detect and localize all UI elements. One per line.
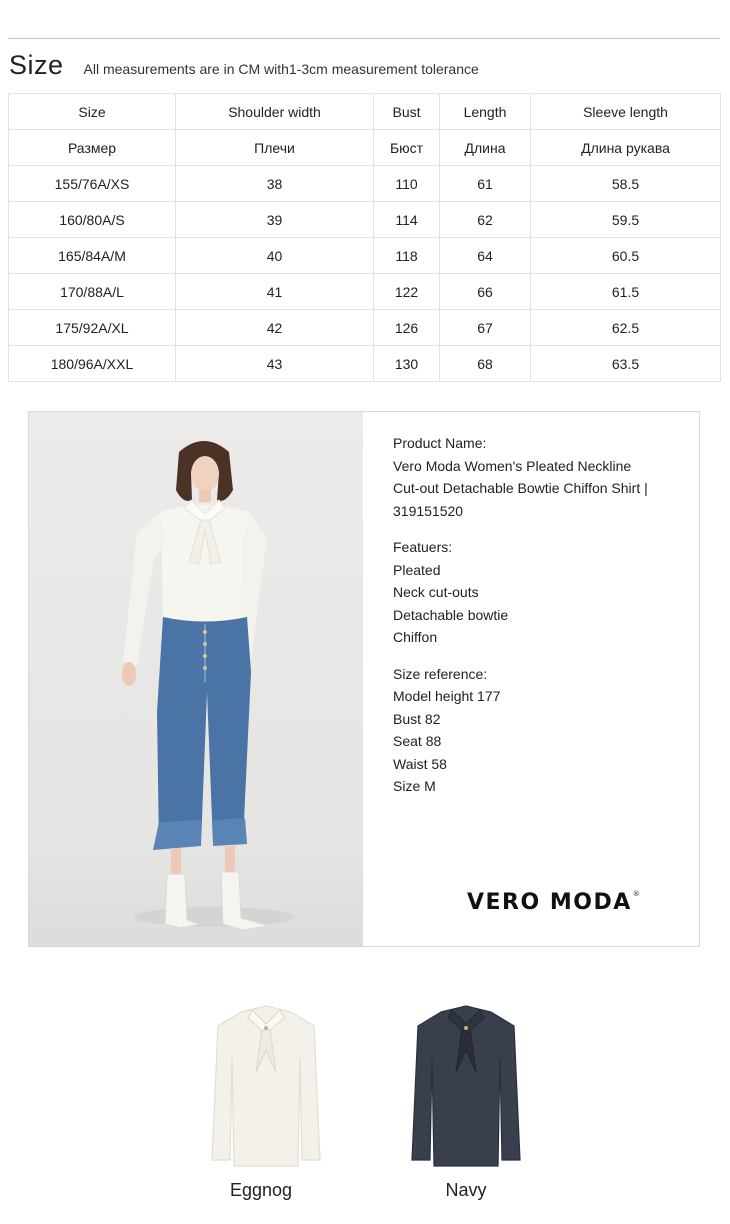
- table-cell: 43: [176, 346, 374, 382]
- table-cell: 41: [176, 274, 374, 310]
- table-row: [9, 238, 721, 274]
- table-row: [9, 166, 721, 202]
- color-swatch-eggnog[interactable]: [196, 1000, 336, 1175]
- features-label: Featuers:: [393, 539, 453, 555]
- table-cell: 130: [374, 346, 440, 382]
- table-cell: 66: [440, 274, 531, 310]
- table-cell: 170/88A/L: [9, 274, 176, 310]
- size-reference-item: Model height 177: [393, 688, 501, 704]
- table-cell: 67: [440, 310, 531, 346]
- product-details: [393, 432, 693, 812]
- table-cell: 155/76A/XS: [9, 166, 176, 202]
- model-photo: [29, 412, 363, 946]
- feature-item: Detachable bowtie: [393, 606, 509, 623]
- table-cell: 126: [374, 310, 440, 346]
- header-cell-ru: Плечи: [176, 130, 374, 166]
- size-reference-item: Bust 82: [393, 710, 441, 727]
- table-cell: 58.5: [531, 166, 721, 202]
- table-cell: 118: [374, 238, 440, 274]
- header-cell-ru: Размер: [9, 130, 176, 166]
- header-cell: Bust: [374, 94, 440, 130]
- product-name-line: Vero Moda Women's Pleated Neckline: [393, 457, 632, 474]
- table-cell: 165/84A/M: [9, 238, 176, 274]
- table-cell: 160/80A/S: [9, 202, 176, 238]
- size-reference-item: Waist 58: [393, 755, 447, 772]
- table-cell: 114: [374, 202, 440, 238]
- table-cell: 38: [176, 166, 374, 202]
- table-cell: 68: [440, 346, 531, 382]
- table-header-row-ru: [9, 130, 721, 166]
- product-name-block: [393, 432, 693, 522]
- color-swatch-navy[interactable]: [396, 1000, 536, 1175]
- table-cell: 39: [176, 202, 374, 238]
- table-row: [9, 202, 721, 238]
- table-row: [9, 274, 721, 310]
- product-name-line: Cut-out Detachable Bowtie Chiffon Shirt |: [393, 480, 648, 496]
- table-cell: 180/96A/XXL: [9, 346, 176, 382]
- table-cell: 61: [440, 166, 531, 202]
- table-cell: 63.5: [531, 346, 721, 382]
- table-cell: 62.5: [531, 310, 721, 346]
- size-header: [9, 50, 479, 86]
- table-header-row: [9, 94, 721, 130]
- table-cell: 122: [374, 274, 440, 310]
- header-cell: Shoulder width: [176, 94, 374, 130]
- table-cell: 40: [176, 238, 374, 274]
- size-reference-item: Size M: [393, 778, 436, 794]
- table-cell: 61.5: [531, 274, 721, 310]
- size-reference-block: [393, 663, 693, 798]
- color-label-navy: Navy: [445, 1180, 487, 1200]
- features-block: [393, 536, 693, 649]
- table-row: [9, 346, 721, 382]
- feature-item: Pleated: [393, 561, 441, 578]
- table-cell: 175/92A/XL: [9, 310, 176, 346]
- feature-item: Chiffon: [393, 629, 438, 645]
- brand-logo: VERO MODA®: [467, 890, 642, 915]
- model-illustration: [29, 412, 363, 946]
- header-cell: Length: [440, 94, 531, 130]
- product-name-label: Product Name:: [393, 435, 487, 451]
- header-cell-ru: Длина рукава: [531, 130, 721, 166]
- measurement-note: All measurements are in CM with1-3cm measurement tolerance: [83, 61, 479, 77]
- header-cell-ru: Бюст: [374, 130, 440, 166]
- header-cell-ru: Длина: [440, 130, 531, 166]
- table-cell: 59.5: [531, 202, 721, 238]
- brand-name: VERO MODA: [467, 890, 632, 915]
- header-cell: Size: [9, 94, 176, 130]
- shirt-eggnog-icon: [196, 1000, 336, 1175]
- product-info-card: [28, 411, 700, 947]
- table-cell: 110: [374, 166, 440, 202]
- shirt-navy-icon: [396, 1000, 536, 1175]
- top-divider: [8, 38, 720, 39]
- size-chart-table: [8, 93, 721, 382]
- table-cell: 64: [440, 238, 531, 274]
- size-reference-label: Size reference:: [393, 665, 488, 682]
- color-label-eggnog: Eggnog: [229, 1180, 293, 1200]
- size-reference-item: Seat 88: [393, 733, 442, 749]
- header-cell: Sleeve length: [531, 94, 721, 130]
- table-cell: 42: [176, 310, 374, 346]
- table-cell: 60.5: [531, 238, 721, 274]
- table-cell: 62: [440, 202, 531, 238]
- size-title: Size: [9, 50, 64, 80]
- table-row: [9, 310, 721, 346]
- product-name-line: 319151520: [393, 502, 464, 519]
- feature-item: Neck cut-outs: [393, 584, 479, 600]
